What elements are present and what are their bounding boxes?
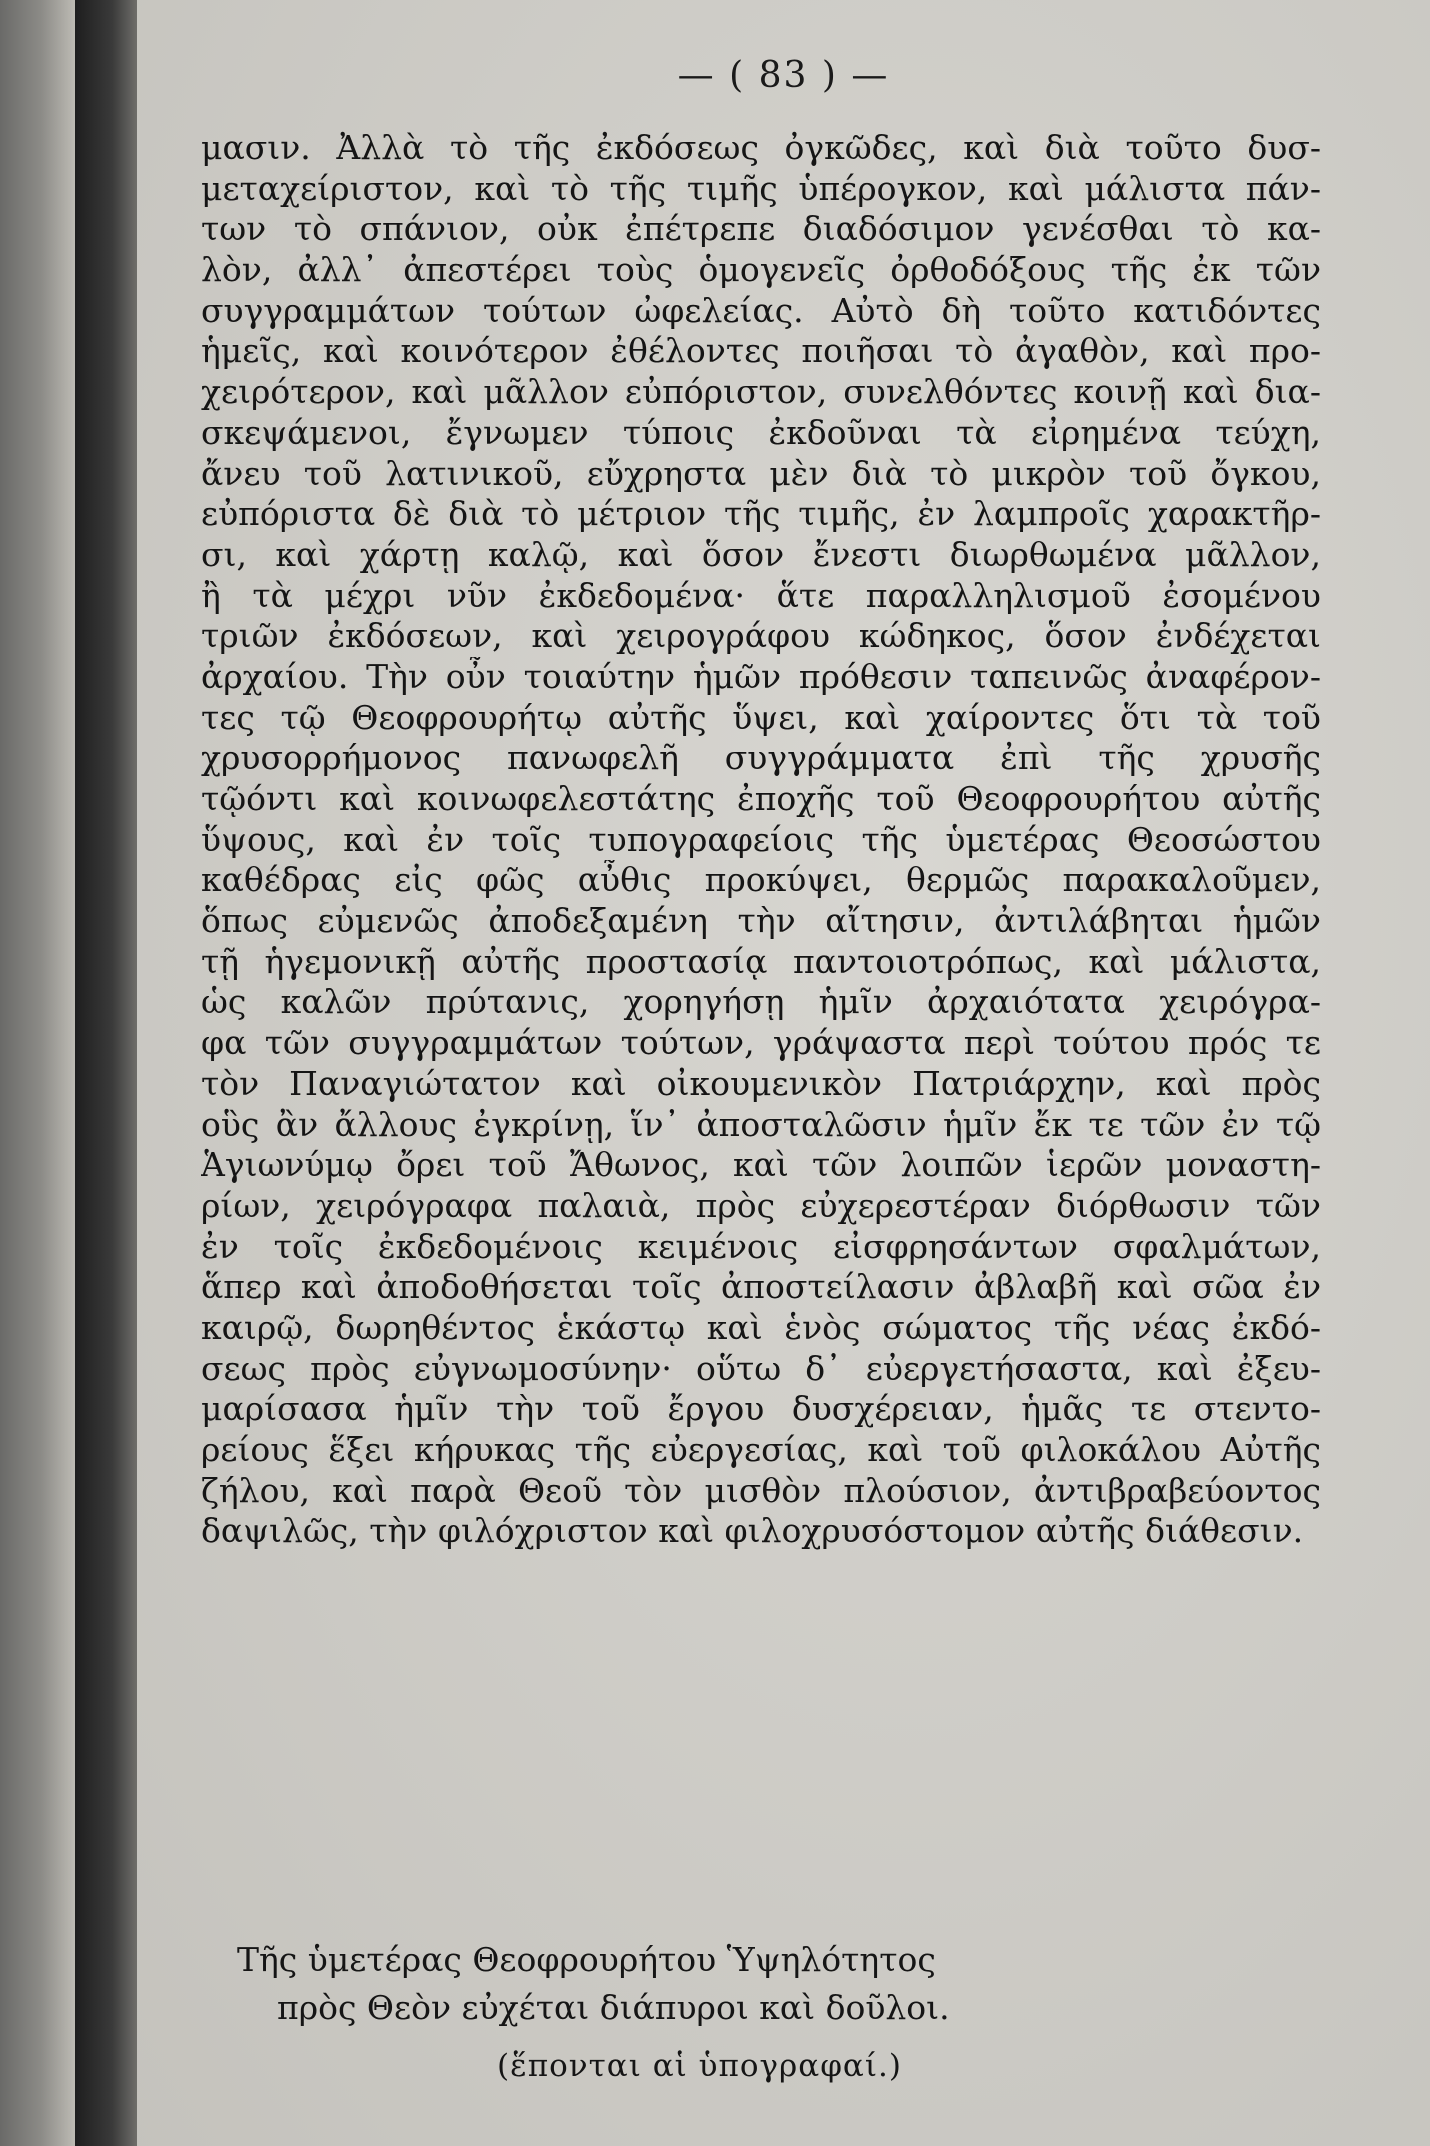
text-line: καιρῷ, δωρηθέντος ἑκάστῳ καὶ ἑνὸς σώματος τῆς νέας ἐκδό- [201, 1307, 1321, 1347]
closing-salutation: Τῆς ὑμετέρας Θεοφρουρήτου Ὑψηλότητος [237, 1940, 936, 1979]
text-line: χρυσορρήμονος πανωφελῆ συγγράμματα ἐπὶ τῆς χρυσῆς [201, 738, 1321, 778]
text-line: φα τῶν συγγραμμάτων τούτων, γράψαστα περὶ τούτου πρός τε [201, 1023, 1321, 1063]
text-line: σι, καὶ χάρτῃ καλῷ, καὶ ὅσον ἔνεστι διωρθωμένα μᾶλλον, [201, 534, 1321, 574]
text-line: ρίων, χειρόγραφα παλαιὰ, πρὸς εὐχερεστέραν διόρθωσιν τῶν [201, 1185, 1321, 1225]
text-line: μασιν. Ἀλλὰ τὸ τῆς ἐκδόσεως ὀγκῶδες, καὶ διὰ τοῦτο δυσ- [201, 128, 1321, 167]
text-line: ἡμεῖς, καὶ κοινότερον ἐθέλοντες ποιῆσαι τὸ ἀγαθὸν, καὶ προ- [201, 331, 1321, 371]
body-text [201, 128, 1321, 1552]
text-line: εὐπόριστα δὲ διὰ τὸ μέτριον τῆς τιμῆς, ἐν λαμπροῖς χαρακτῆρ- [201, 494, 1321, 534]
text-line: ὡς καλῶν πρύτανις, χορηγήσῃ ἡμῖν ἀρχαιότατα χειρόγρα- [201, 982, 1321, 1022]
text-line: ὕψους, καὶ ἐν τοῖς τυπογραφείοις τῆς ὑμετέρας Θεοσώστου [201, 819, 1321, 859]
text-line: ἀρχαίου. Τὴν οὖν τοιαύτην ἡμῶν πρόθεσιν ταπεινῶς ἀναφέρον- [201, 656, 1321, 696]
book-gutter-shadow [75, 0, 137, 2146]
book-binding-edge [0, 0, 75, 2146]
text-line: δαψιλῶς, τὴν φιλόχριστον καὶ φιλοχρυσόστομον αὐτῆς διάθεσιν. [201, 1511, 1304, 1551]
text-line: ἅπερ καὶ ἀποδοθήσεται τοῖς ἀποστείλασιν ἀβλαβῆ καὶ σῶα ἐν [201, 1267, 1321, 1307]
closing-signoff: πρὸς Θεὸν εὐχέται διάπυροι καὶ δοῦλοι. [277, 1988, 950, 2027]
text-line: χειρότερον, καὶ μᾶλλον εὐπόριστον, συνελθόντες κοινῇ καὶ δια- [201, 372, 1321, 412]
document-page [137, 0, 1430, 2146]
signatures-note: (ἕπονται αἱ ὑπογραφαί.) [497, 2048, 902, 2084]
text-line: σκεψάμενοι, ἔγνωμεν τύποις ἐκδοῦναι τὰ εἰρημένα τεύχη, [201, 412, 1321, 452]
text-line: ὅπως εὐμενῶς ἀποδεξαμένη τὴν αἴτησιν, ἀντιλάβηται ἡμῶν [201, 901, 1321, 941]
text-line: των τὸ σπάνιον, οὐκ ἐπέτρεπε διαδόσιμον γενέσθαι τὸ κα- [201, 209, 1321, 249]
text-line: τριῶν ἐκδόσεων, καὶ χειρογράφου κώδηκος, ὅσον ἐνδέχεται [201, 616, 1321, 656]
text-line: τῷόντι καὶ κοινωφελεστάτης ἐποχῆς τοῦ Θεοφρουρήτου αὐτῆς [201, 779, 1321, 818]
text-line: καθέδρας εἰς φῶς αὖθις προκύψει, θερμῶς παρακαλοῦμεν, [201, 860, 1321, 900]
page-number-header: — ( 83 ) — [677, 55, 890, 96]
text-line: μεταχείριστον, καὶ τὸ τῆς τιμῆς ὑπέρογκον, καὶ μάλιστα πάν- [201, 168, 1321, 208]
text-line: συγγραμμάτων τούτων ὠφελείας. Αὐτὸ δὴ τοῦτο κατιδόντες [201, 290, 1321, 330]
text-line: ἢ τὰ μέχρι νῦν ἐκδεδομένα· ἅτε παραλληλισμοῦ ἐσομένου [201, 575, 1321, 615]
text-line: μαρίσασα ἡμῖν τὴν τοῦ ἔργου δυσχέρειαν, ἡμᾶς τε στεντο- [201, 1389, 1321, 1429]
text-line: ζήλου, καὶ παρὰ Θεοῦ τὸν μισθὸν πλούσιον, ἀντιβραβεύοντος [201, 1470, 1321, 1510]
text-line: τὸν Παναγιώτατον καὶ οἰκουμενικὸν Πατριάρχην, καὶ πρὸς [201, 1063, 1321, 1103]
text-line: ρείους ἕξει κήρυκας τῆς εὐεργεσίας, καὶ τοῦ φιλοκάλου Αὐτῆς [201, 1430, 1321, 1469]
text-line: ἄνευ τοῦ λατινικοῦ, εὔχρηστα μὲν διὰ τὸ μικρὸν τοῦ ὄγκου, [201, 453, 1321, 493]
text-line: Ἁγιωνύμῳ ὄρει τοῦ Ἄθωνος, καὶ τῶν λοιπῶν ἱερῶν μοναστη- [201, 1145, 1321, 1185]
text-line: τες τῷ Θεοφρουρήτῳ αὐτῆς ὕψει, καὶ χαίροντες ὅτι τὰ τοῦ [201, 697, 1321, 737]
text-line: τῇ ἡγεμονικῇ αὐτῆς προστασίᾳ παντοιοτρόπως, καὶ μάλιστα, [201, 941, 1321, 981]
text-line: ἐν τοῖς ἐκδεδομένοις κειμένοις εἰσφρησάντων σφαλμάτων, [201, 1226, 1321, 1266]
text-line: σεως πρὸς εὐγνωμοσύνην· οὕτω δ᾽ εὐεργετήσαστα, καὶ ἐξευ- [201, 1348, 1321, 1388]
text-line: οὓς ἂν ἄλλους ἐγκρίνῃ, ἵν᾽ ἀποσταλῶσιν ἡμῖν ἔκ τε τῶν ἐν τῷ [201, 1104, 1321, 1144]
text-line: λὸν, ἀλλ᾽ ἀπεστέρει τοὺς ὁμογενεῖς ὀρθοδόξους τῆς ἐκ τῶν [201, 250, 1321, 290]
